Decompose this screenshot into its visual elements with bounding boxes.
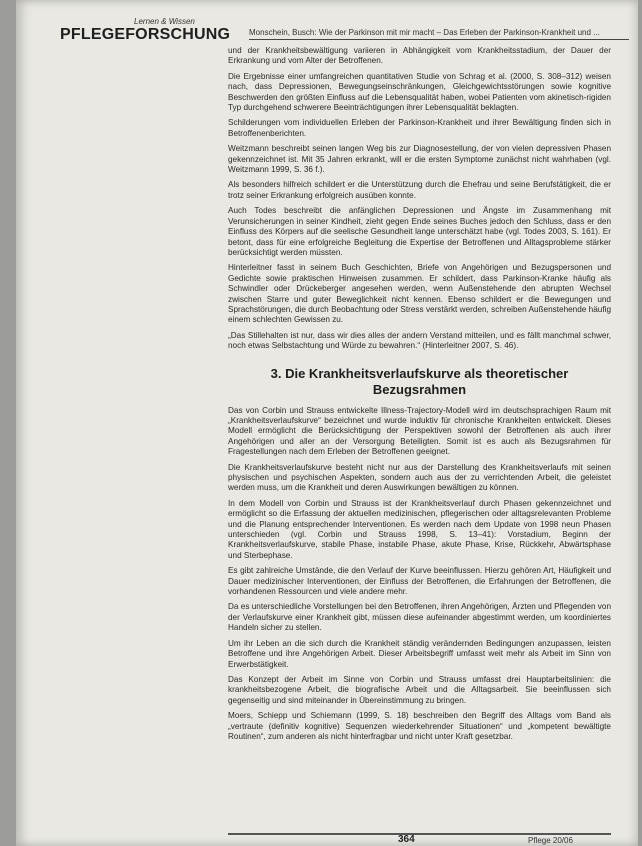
paragraph: Die Ergebnisse einer umfangreichen quantitativen Studie von Schrag et al. (2000, S. 308–312) weisen nach, dass Depressionen, Bewegungseinschränkungen, Gleichgewichtsstörungen sowie kognitive Beschwerden den größten Einfluss auf die Lebensqualität haben, wobei Patienten vom akinetisch-rigiden Typ durchgehend schwerere Beeinträchtigungen ihrer Lebensqualität beklagten. (228, 71, 611, 113)
paragraph: Da es unterschiedliche Vorstellungen bei den Betroffenen, ihren Angehörigen, Ärzten und Pflegenden von der Verlaufskurve einer Krankheit gibt, müssen diese aufeinander abgestimmt werden, um koordiniertes Handeln sicher zu stellen. (228, 602, 611, 633)
paragraph: Das von Corbin und Strauss entwickelte Illness-Trajectory-Modell wird im deutschsprachigen Raum mit „Krankheitsverlaufskurve“ bezeichnet und wurde induktiv für chronische Krankheiten entwickelt. Dieses Modell ermöglicht die Berücksichtigung der Perspektiven sowohl der Betroffenen als auch ihrer Angehörigen und aller an der Versorgung Beteiligten. Somit ist es auch als Bezugsrahmen für Fragestellungen nach dem Erleben der Betroffenen geeignet. (228, 405, 611, 457)
paragraph: Als besonders hilfreich schildert er die Unterstützung durch die Ehefrau und seine Berufstätigkeit, die er trotz seiner Erkrankung erfolgreich ausüben konnte. (228, 180, 611, 200)
quote-paragraph: „Das Stillehalten ist nur, dass wir dies alles der andern Verstand mitteilen, und es fällt manchmal schwer, noch etwas Selbstachtung und Würde zu bewahren.“ (Hinterleitner 2007, S. 46). (228, 330, 611, 351)
footer-rule (228, 833, 611, 835)
paragraph: Auch Todes beschreibt die anfänglichen Depressionen und Ängste im Zusammenhang mit Verunsicherungen in seiner Kindheit, zieht gegen Ende seines Buches jedoch den Schluss, dass er den Einfluss des Körpers auf die seelische Gesundheit lange unterschätzt habe (vgl. Todes 2003, S. 161). Er betont, dass für eine erfolgreiche Begleitung die Expertise der Betroffenen und Alltagsprobleme stärker berücksichtigt werden müssten. (228, 206, 611, 257)
section-heading: 3. Die Krankheitsverlaufskurve als theoretischer Bezugsrahmen (270, 365, 569, 397)
paragraph: Weitzmann beschreibt seinen langen Weg bis zur Diagnosestellung, der von vielen depressiven Phasen gekennzeichnet ist. Mit 35 Jahren erkrankt, will er die ersten Symptome zunächst nicht wahrhaben (vgl. Weitzmann 1999, S. 36 f.). (228, 144, 611, 175)
paragraph: Die Krankheitsverlaufskurve besteht nicht nur aus der Darstellung des Krankheitsverlaufs mit seinen physischen und psychischen Aspekten, sondern auch aus der zu verrichtenden Arbeit, die geleistet werden muss, um die Krankheit und deren Auswirkungen bewältigen zu können. (228, 462, 611, 493)
paragraph: Um ihr Leben an die sich durch die Krankheit ständig verändernden Bedingungen anzupassen, leisten Betroffene und ihre Angehörigen Arbeit. Dieser Arbeitsbegriff umfasst weit mehr als Arbeit im Sinn von Erwerbstätigkeit. (228, 638, 611, 669)
footer-journal: Pflege 20/06 (528, 836, 573, 845)
paragraph: Es gibt zahlreiche Umstände, die den Verlauf der Kurve beeinflussen. Hierzu gehören Art, Häufigkeit und Dauer medizinischer Interventionen, der Einfluss der Betroffenen, die Erfahrungen der Betroffenen, die vorhandenen Ressourcen und viele andere mehr. (228, 566, 611, 597)
paragraph: Moers, Schiepp und Schiemann (1999, S. 18) beschreiben den Begriff des Alltags vom Band als „vertraute (definitiv kognitive) Sequenzen wiederkehrender Situationen“ und „kompetent bewältigte Routinen“, zum anderen als nicht hinterfragbar und nicht unter Kraft gesetzbar. (228, 711, 611, 741)
paragraph: In dem Modell von Corbin und Strauss ist der Krankheitsverlauf durch Phasen gekennzeichnet und ermöglicht so die Erfassung der aktuellen medizinischen, pflegerischen oder alltagsrelevanten Probleme und die Planung entsprechender Interventionen. Es werden nach dem Update von 1998 neun Phasen unterschieden (vgl. Corbin und Strauss 1998, S. 13–41): Vorstadium, Beginn der Krankheitsverlaufskurve, stabile Phase, instabile Phase, akute Phase, Krise, Rückkehr, Abwärtsphase und Sterbephase. (228, 498, 611, 560)
logo-tagline: Lernen & Wissen (134, 17, 195, 26)
article-column (228, 46, 611, 747)
page-number: 364 (398, 834, 415, 845)
running-head: Monschein, Busch: Wie der Parkinson mit mir macht – Das Erleben der Parkinson-Krankheit und ... (249, 28, 629, 40)
journal-logo: PFLEGEFORSCHUNG (60, 26, 231, 43)
paragraph: Hinterleitner fasst in seinem Buch Geschichten, Briefe von Angehörigen und Bezugspersonen und Gedichte sowie praktischen Hinweisen zusammen. Er schildert, dass Parkinson-Kranke häufig als Schwindler oder Drückeberger angesehen werden, wenn Außenstehende den abrupten Wechsel zwischen Starre und guter Beweglichkeit nicht kennen. Ebenso schildert er die Bewegungen und Sprachstörungen, die durch Beobachtung oder Stress verstärkt werden, schreiben Außenstehende häufig einem schlechten Gewissen zu. (228, 263, 611, 325)
paragraph: Schilderungen vom individuellen Erleben der Parkinson-Krankheit und ihrer Bewältigung finden sich in Betroffenenberichten. (228, 118, 611, 138)
paragraph: und der Krankheitsbewältigung variieren in Abhängigkeit vom Krankheitsstadium, der Dauer der Erkrankung und vom Alter der Betroffenen. (228, 46, 611, 66)
paragraph: Das Konzept der Arbeit im Sinne von Corbin und Strauss umfasst drei Hauptarbeitslinien: die krankheitsbezogene Arbeit, die biografische Arbeit und die Alltagsarbeit. Sie beeinflussen sich gegenseitig und sind miteinander in Übereinstimmung zu bringen. (228, 674, 611, 705)
